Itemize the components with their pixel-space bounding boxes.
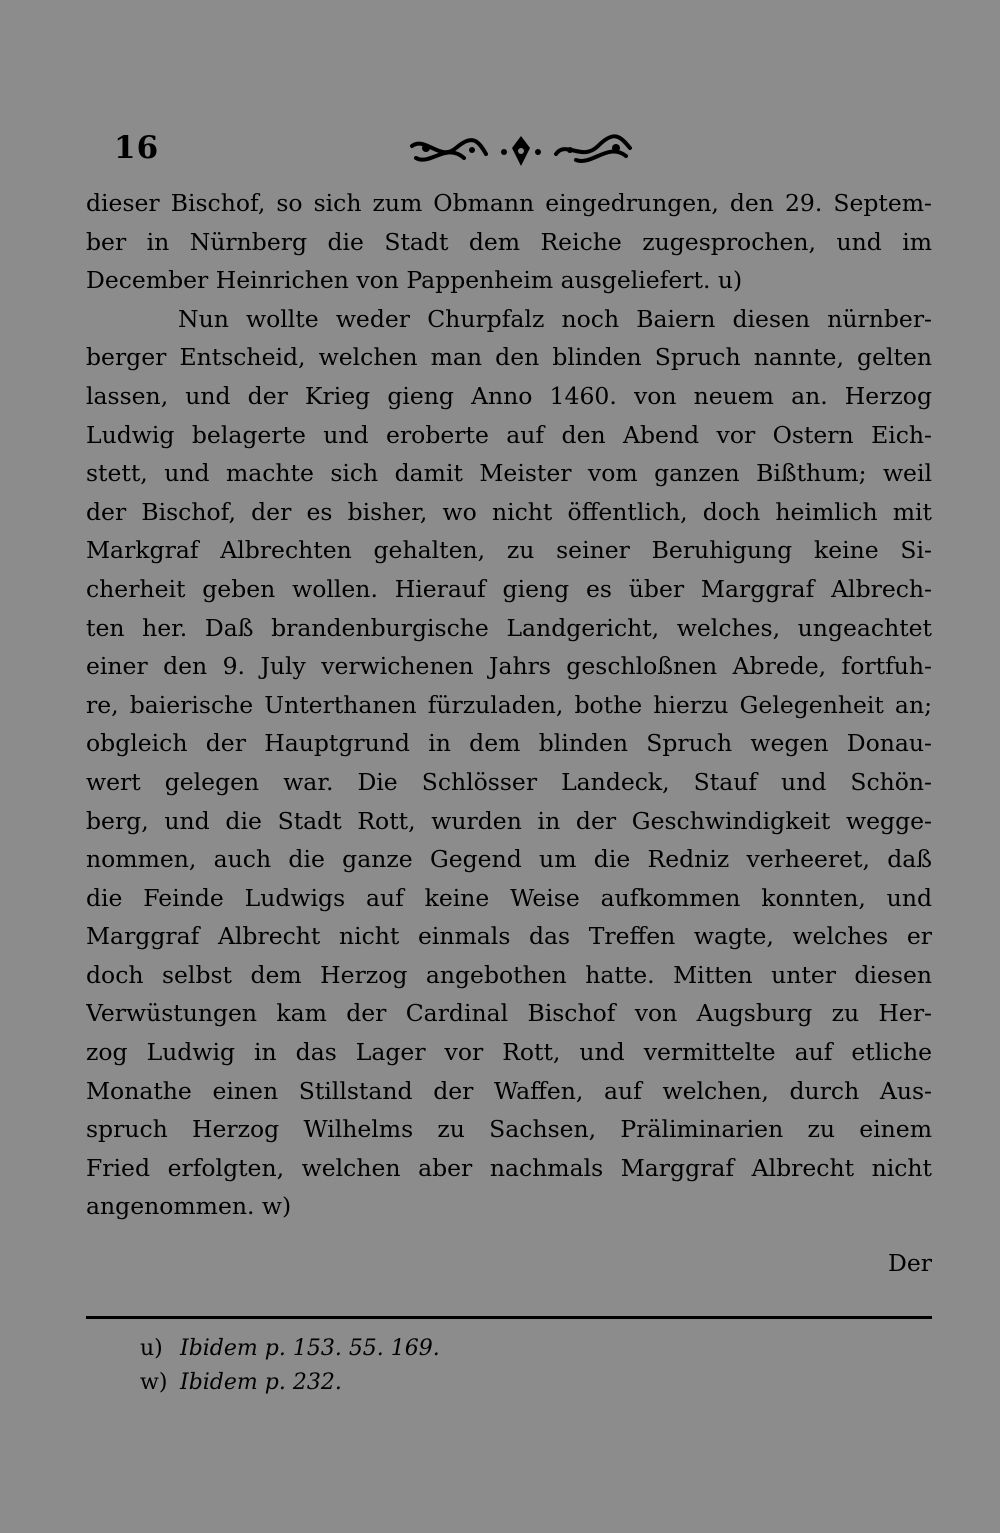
footnote-mark: w): [140, 1370, 168, 1395]
text-line: December Heinrichen von Pappenheim ausgeliefert. u): [86, 266, 743, 295]
text-line: nommen, auch die ganze Gegend um die Redniz verheeret, daß: [86, 845, 932, 874]
catchword: Der: [888, 1249, 932, 1278]
text-line: spruch Herzog Wilhelms zu Sachsen, Präliminarien zu einem: [86, 1115, 932, 1144]
text-line: Marggraf Albrecht nicht einmals das Treffen wagte, welches er: [86, 922, 932, 951]
text-line: ber in Nürnberg die Stadt dem Reiche zugesprochen, und im: [86, 227, 932, 256]
body-text: [86, 184, 932, 1283]
text-line: einer den 9. July verwichenen Jahrs geschloßnen Abrede, fortfuh-: [86, 652, 932, 681]
page-header: [84, 126, 932, 176]
text-line: ten her. Daß brandenburgische Landgericht, welches, ungeachtet: [86, 613, 932, 642]
text-line: Monathe einen Stillstand der Waffen, auf welchen, durch Aus-: [86, 1076, 932, 1105]
text-line: Verwüstungen kam der Cardinal Bischof von Augsburg zu Her-: [86, 999, 932, 1028]
text-line: Fried erfolgten, welchen aber nachmals Marggraf Albrecht nicht: [86, 1153, 932, 1182]
text-line: doch selbst dem Herzog angebothen hatte. Mitten unter diesen: [86, 960, 932, 989]
footnote: [140, 1366, 840, 1400]
text-line: zog Ludwig in das Lager vor Rott, und vermittelte auf etliche: [86, 1038, 932, 1067]
footnote-text: Ibidem p. 153. 55. 169.: [180, 1336, 440, 1361]
text-line: dieser Bischof, so sich zum Obmann eingedrungen, den 29. Septem-: [86, 189, 932, 217]
text-line: der Bischof, der es bisher, wo nicht öffentlich, doch heimlich mit: [86, 497, 932, 526]
text-line: berg, und die Stadt Rott, wurden in der Geschwindigkeit wegge-: [86, 806, 932, 835]
text-line: lassen, und der Krieg gieng Anno 1460. von neuem an. Herzog: [86, 381, 932, 410]
text-line: wert gelegen war. Die Schlösser Landeck, Stauf und Schön-: [86, 767, 932, 796]
text-line: Markgraf Albrechten gehalten, zu seiner Beruhigung keine Si-: [86, 536, 932, 565]
footnote-divider: [86, 1316, 932, 1319]
text-line: Nun wollte weder Churpfalz noch Baiern diesen nürnber-: [178, 304, 932, 333]
text-line: obgleich der Hauptgrund in dem blinden Spruch wegen Donau-: [86, 729, 932, 758]
text-line: Ludwig belagerte und eroberte auf den Abend vor Ostern Eich-: [86, 420, 932, 449]
footnotes: [140, 1332, 840, 1400]
text-line: cherheit geben wollen. Hierauf gieng es über Marggraf Albrech-: [86, 574, 932, 603]
text-line: stett, und machte sich damit Meister vom ganzen Bißthum; weil: [86, 459, 932, 488]
footnote-mark: u): [140, 1336, 163, 1361]
text-line: berger Entscheid, welchen man den blinden Spruch nannte, gelten: [86, 343, 932, 372]
text-line: die Feinde Ludwigs auf keine Weise aufkommen konnten, und: [86, 883, 932, 912]
text-line: re, baierische Unterthanen fürzuladen, bothe hierzu Gelegenheit an;: [86, 690, 932, 719]
footnote: [140, 1332, 840, 1366]
printer-ornament-icon: [406, 132, 636, 172]
page-number: 16: [114, 130, 160, 166]
text-line: angenommen. w): [86, 1192, 292, 1221]
footnote-text: Ibidem p. 232.: [180, 1370, 342, 1395]
